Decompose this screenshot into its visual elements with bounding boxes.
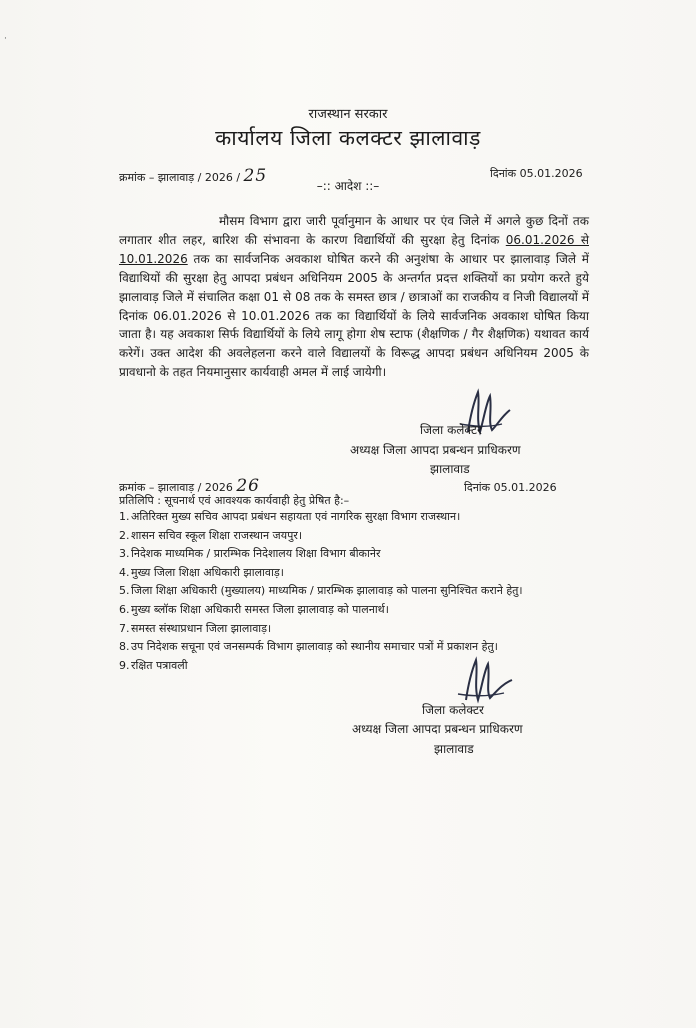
order1-ref-prefix: क्रमांक – झालावाड़ / 2026 / [119,171,241,184]
signatory1-place: झालावाड [430,462,470,476]
signatory2-place: झालावाड [434,742,474,756]
order-body-part2: तक का सार्वजनिक अवकाश घोषित करने की अनुशंषा के आधार पर झालावाड़ जिले में विद्याथियों की सुरक्षा हेतु आपदा प्रबंधन अधिनियम 2005 के अन्तर्गत प्रदत्त शक्तियों का प्रयोग करते हुये झालावाड़ जिले में संचालित कक्षा 01 से 08 तक के समस्त छात्र / छात्राओं का राजकीय व निजी विद्यालयों में दिनांक 06.01.2026 से 10.01.2026 तक का विद्यार्थियों के लिये सार्वजनिक अवकाश घोषित किया जाता है। यह अवकाश सिर्फ विद्यार्थियों के लिये लागू होगा शेष स्टाफ (शैक्षणिक / गैर शैक्षणिक) यथावत कार्य करेगें। उक्त आदेश की अवलेहलना करने वाले विद्यालयों के विरूद्ध आपदा प्रबंधन अधिनियम 2005 के प्रावधानो के तहत नियमानुसार कार्यवाही अमल में लाई जायेगी। [119,251,589,380]
order-body [119,212,589,382]
government-label: राजस्थान सरकार [308,107,388,122]
order-heading: –:: आदेश ::– [316,179,380,193]
list-item: 1. अतिरिक्त मुख्य सचिव आपदा प्रबंधन सहायता एवं नागरिक सुरक्षा विभाग राजस्थान। [119,510,461,523]
list-item: 9. रक्षित पत्रावली [119,658,188,672]
order1-date: दिनांक 05.01.2026 [490,167,583,180]
order1-ref-number: 25 [243,166,268,186]
list-item: 5. जिला शिक्षा अधिकारी (मुख्यालय) माध्यमिक / प्रारम्भिक झालावाड़ को पालना सुनिश्चित कराने हेतु। [119,584,523,598]
signatory2-title: जिला कलेक्टर [422,703,484,717]
order-body-dates: 06.01.2026 से 10.01.2026 [119,232,589,266]
order2-date: दिनांक 05.01.2026 [464,481,557,494]
signatory1-title: जिला कलेक्टर [420,423,482,437]
signatory1-role: अध्यक्ष जिला आपदा प्रबन्धन प्राधिकरण [350,443,521,457]
list-item: 4. मुख्य जिला शिक्षा अधिकारी झालावाड़। [119,565,284,579]
list-item: 3. निदेशक माध्यमिक / प्रारम्भिक निदेशालय शिक्षा विभाग बीकानेर [119,547,381,561]
order2-ref-number: 26 [236,476,260,496]
list-item: 8. उप निदेशक सचूना एवं जनसम्पर्क विभाग झालावाड़ को स्थानीय समाचार पत्रों में प्रकाशन हेतु। [119,640,498,654]
scan-speck: · [4,34,7,44]
office-title: कार्यालय जिला कलक्टर झालावाड़ [215,126,481,150]
order2-ref-prefix: क्रमांक – झालावाड़ / 2026 [119,481,233,494]
list-item: 6. मुख्य ब्लॉक शिक्षा अधिकारी समस्त जिला झालावाड़ को पालनार्थ। [119,602,389,616]
order-body-part1: मौसम विभाग द्वारा जारी पूर्वानुमान के आधार पर एंव जिले में अगले कुछ दिनों तक लगातार शीत लहर, बारिश की संभावना के कारण विद्यार्थियों की सुरक्षा हेतु दिनांक [119,214,589,247]
signatory2-role: अध्यक्ष जिला आपदा प्रबन्धन प्राधिकरण [352,722,523,736]
recipient-list [119,508,589,675]
list-item: 2. शासन सचिव स्कूल शिक्षा राजस्थान जयपुर। [119,528,302,542]
copy-intro: प्रतिलिपि : सूचनार्थ एवं आवश्यक कार्यवाही हेतु प्रेषित है:– [119,494,350,507]
list-item: 7. समस्त संस्थाप्रधान जिला झालावाड़। [119,621,272,635]
